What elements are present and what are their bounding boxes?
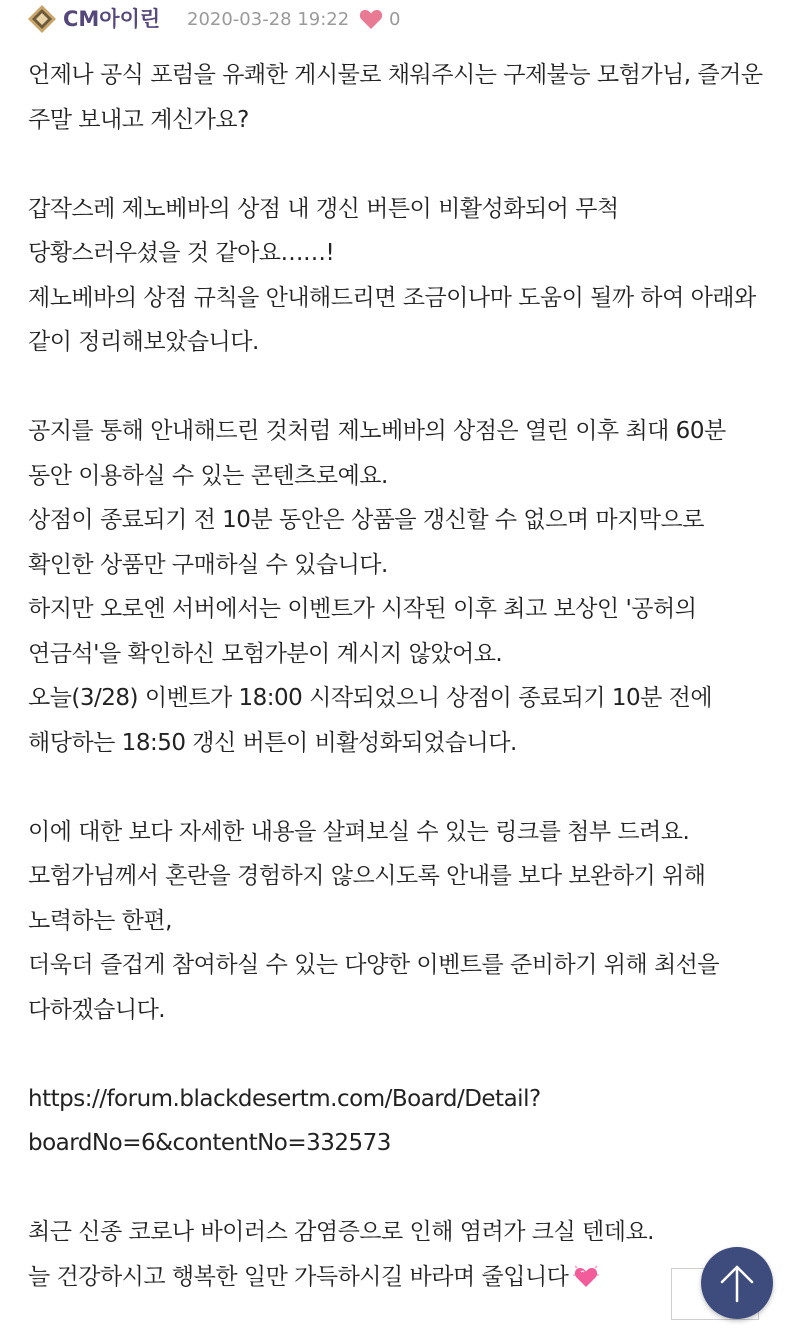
post-body bbox=[28, 53, 773, 1299]
arrow-up-icon bbox=[717, 1261, 757, 1305]
like-count: 0 bbox=[389, 9, 401, 30]
heart-icon[interactable] bbox=[359, 8, 383, 30]
forum-link[interactable] bbox=[28, 1077, 773, 1166]
paragraph-improvement: 모험가님께서 혼란을 경험하지 않으시도록 안내를 보다 보완하기 위해 노력하는 한편, bbox=[28, 863, 713, 934]
closing-text: 늘 건강하시고 행복한 일만 가득하시길 바라며 줄입니다 bbox=[28, 1263, 569, 1290]
paragraph-server-note: 하지만 오로엔 서버에서는 이벤트가 시작된 이후 최고 보상인 '공허의 연금석'을 확인하신 모험가분이 계시지 않았어요. bbox=[28, 596, 704, 667]
paragraph-promise: 더욱더 즐겁게 참여하실 수 있는 다양한 이벤트를 준비하기 위해 최선을 다하겠습니다. bbox=[28, 952, 726, 1023]
paragraph-link-intro: 이에 대한 보다 자세한 내용을 살펴보실 수 있는 링크를 첨부 드려요. bbox=[28, 818, 690, 845]
scroll-to-top-button[interactable] bbox=[701, 1247, 773, 1319]
paragraph-closing bbox=[28, 1255, 773, 1300]
paragraph-apology: 갑작스레 제노베바의 상점 내 갱신 버튼이 비활성화되어 무척 당황스러우셨을 것 같아요……! bbox=[28, 195, 626, 266]
post-header bbox=[0, 0, 800, 40]
diamond-badge-icon bbox=[27, 4, 57, 34]
paragraph-shop-duration: 공지를 통해 안내해드린 것처럼 제노베바의 상점은 열린 이후 최대 60분 동안 이용하실 수 있는 콘텐츠로예요. bbox=[28, 418, 733, 489]
paragraph-intro: 제노베바의 상점 규칙을 안내해드리면 조금이나마 도움이 될까 하여 아래와 같이 정리해보았습니다. bbox=[28, 284, 763, 355]
forum-link-line-2[interactable]: boardNo=6&contentNo=332573 bbox=[28, 1130, 391, 1156]
author-name[interactable]: CM아이린 bbox=[63, 7, 161, 31]
paragraph-health: 최근 신종 코로나 바이러스 감염증으로 인해 염려가 크실 텐데요. bbox=[28, 1219, 654, 1245]
forum-link-line-1[interactable]: https://forum.blackdesertm.com/Board/Detail? bbox=[28, 1085, 541, 1112]
paragraph-greeting: 언제나 공식 포럼을 유쾌한 게시물로 채워주시는 구제불능 모험가님, 즐거운 주말 보내고 계신가요? bbox=[28, 62, 770, 133]
paragraph-refresh-rule: 상점이 종료되기 전 10분 동안은 상품을 갱신할 수 없으며 마지막으로 확인한 상품만 구매하실 수 있습니다. bbox=[28, 507, 711, 578]
sparkling-heart-emoji bbox=[572, 1263, 600, 1289]
post-date: 2020-03-28 19:22 bbox=[187, 9, 350, 30]
paragraph-time-note: 오늘(3/28) 이벤트가 18:00 시작되었으니 상점이 종료되기 10분 전에 해당하는 18:50 갱신 버튼이 비활성화되었습니다. bbox=[28, 685, 719, 756]
